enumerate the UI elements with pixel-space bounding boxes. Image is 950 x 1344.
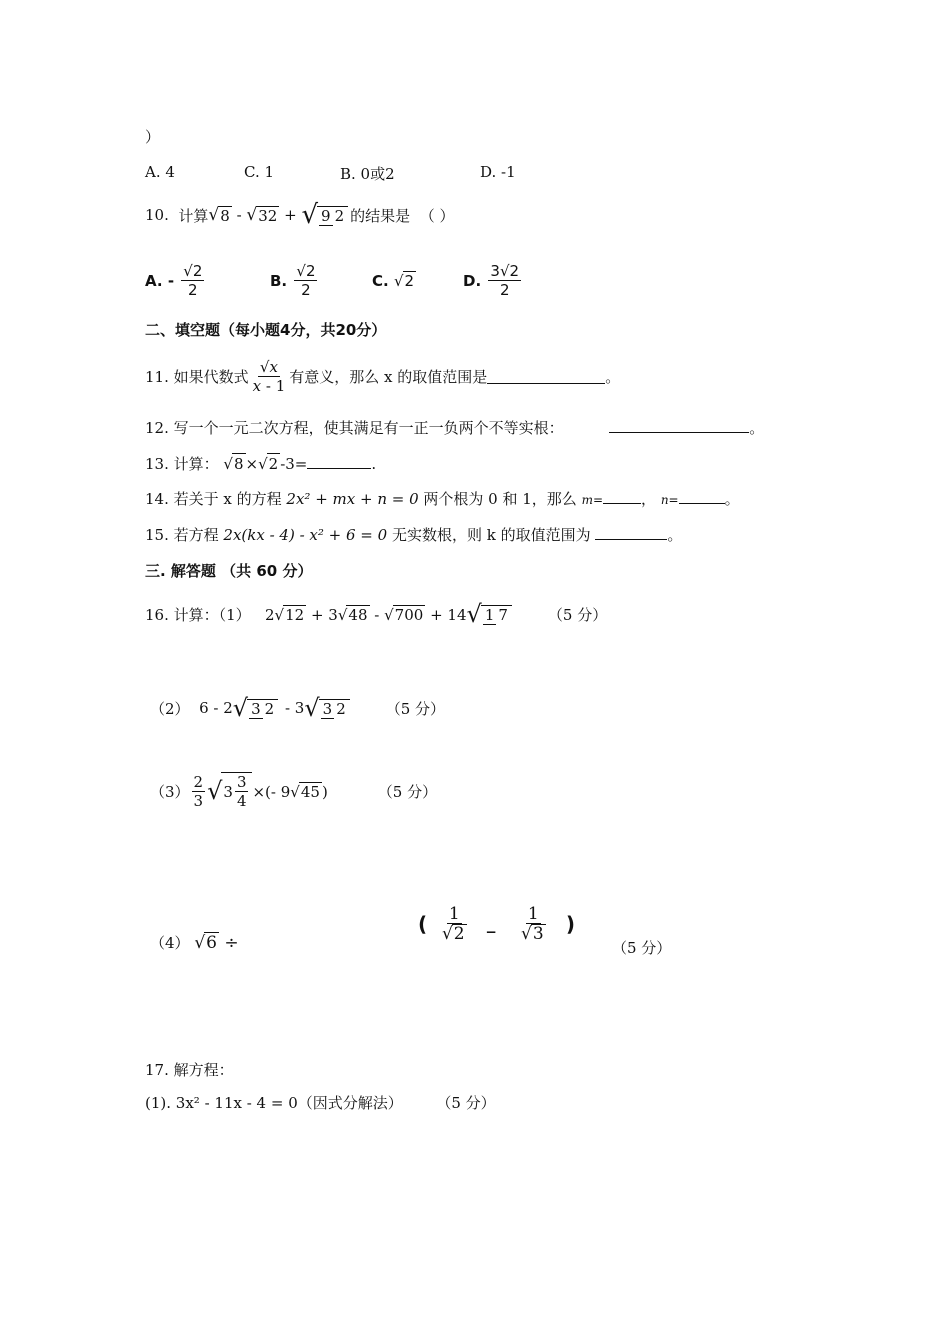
q12-text: 12. 写一个一元二次方程，使其满足有一正一负两个不等实根：	[145, 419, 564, 437]
q13: 13. 计算： √8 ×√2 -3= .	[145, 455, 377, 473]
q10-option-c: C. √2	[372, 272, 415, 290]
q10-option-c-label: C.	[372, 272, 389, 290]
q16-part-4-right: ( $\frac{1}{√2}$ _ $\frac{1}{√3}$ )	[418, 904, 575, 944]
q10-number: 10.	[145, 206, 169, 224]
q16-1-score: （5 分）	[547, 605, 608, 624]
q13-tail: -3=	[280, 455, 308, 473]
section-3-heading: 三. 解答题 （共 60 分）	[145, 562, 313, 580]
q14-n-blank[interactable]	[679, 489, 725, 504]
q16-2-score: （5 分）	[385, 699, 446, 718]
q10-prefix: 计算	[178, 206, 209, 225]
q13-end: .	[371, 455, 377, 473]
q16-4-label: （4）	[150, 934, 190, 952]
q10-frac-num: 9	[321, 206, 331, 225]
q14-m-label: m=	[581, 493, 604, 507]
q10-c-rad: 2	[404, 272, 415, 290]
q14: 14. 若关于 x 的方程 2x² + mx + n = 0 两个根为 0 和 1，那么 m= ， n= 。	[145, 490, 740, 508]
q10-d-coef: 3	[490, 262, 500, 280]
q16-3-label: （3）	[150, 782, 190, 801]
q12	[145, 418, 764, 438]
q10-option-b-label: B.	[270, 271, 288, 290]
q10-a-rad: 2	[192, 262, 203, 280]
q9-option-d: D. -1	[480, 163, 516, 181]
q10-b-den: 2	[301, 281, 311, 299]
q13-prefix: 13. 计算：	[145, 455, 219, 473]
q14-text: 两个根为 0 和 1，那么	[423, 490, 577, 508]
q15-end: 。	[667, 526, 683, 544]
q13-answer-blank[interactable]	[307, 454, 371, 469]
q10: 10. 计算 √ 8 - √ 32 + √ 9 2 的结果是 （ ）	[145, 200, 455, 230]
q9-option-c: C. 1	[244, 163, 275, 181]
q10-suffix: 的结果是	[350, 206, 411, 225]
q16-part-1: 16. 计算：（1） 2√12 + 3√48 - √700 + 14 √ 1 7 （5 分）	[145, 600, 608, 628]
q10-option-b: B. $\frac{√2}{2}$	[270, 262, 316, 299]
q14-m-blank[interactable]	[603, 489, 641, 504]
q17-part-1	[145, 1093, 496, 1113]
q14-end: 。	[724, 490, 740, 508]
q17-1-score: （5 分）	[436, 1094, 496, 1112]
q14-prefix: 14. 若关于 x 的方程	[145, 490, 282, 508]
q11: 11. 如果代数式 $\frac{√x}{x - 1}$ 有意义，那么 x 的取值范围是 。	[145, 358, 621, 395]
q12-answer-blank[interactable]	[609, 418, 749, 433]
q12-end: 。	[749, 419, 765, 437]
q15-prefix: 15. 若方程	[145, 526, 219, 544]
q9-option-b: B. 0或2	[340, 165, 395, 183]
q11-answer-blank[interactable]	[487, 369, 605, 384]
q16-part-4-left: （4） √6 ÷	[150, 933, 239, 953]
q16-2-label: （2）	[150, 699, 190, 718]
q10-option-d: D. $\frac{3√2}{2}$	[463, 262, 520, 299]
q10-d-den: 2	[499, 281, 510, 299]
q10-option-a-label: A.	[145, 271, 163, 290]
q10-frac-den: 2	[334, 206, 345, 225]
q16-part-2: （2） 6 - 2 √ 3 2 - 3 √ 3 2 （5 分）	[150, 694, 446, 722]
q14-equation: 2x² + mx + n = 0	[286, 490, 419, 508]
q15-text: 无实数根，则 k 的取值范围为	[391, 526, 591, 544]
q10-option-a: A. - $\frac{√2}{2}$	[145, 262, 203, 299]
q9-tail: ）	[145, 128, 161, 146]
q15-answer-blank[interactable]	[595, 525, 667, 540]
q15-equation: 2x(kx - 4) - x² + 6 = 0	[223, 526, 388, 544]
q14-n-label: n=	[660, 493, 679, 507]
q11-prefix: 11. 如果代数式	[145, 368, 249, 386]
q10-option-d-label: D.	[463, 271, 482, 290]
q11-end: 。	[605, 368, 621, 386]
q16-3-score: （5 分）	[377, 782, 438, 801]
q10-radicand-2: 32	[258, 206, 278, 225]
q15	[145, 525, 682, 545]
section-2-heading: 二、填空题（每小题4分，共20分）	[145, 321, 387, 339]
q10-d-rad: 2	[509, 262, 520, 280]
q16-part-3: （3） $\frac{2}{3}$ √ 3 $\frac{3}{4}$ ×(- 9√45 ) （5 分）	[150, 772, 438, 810]
q16-4-score: （5 分）	[612, 939, 672, 957]
q10-radicand-1: 8	[220, 206, 230, 225]
q9-option-a: A. 4	[145, 163, 175, 181]
q17-label: 17. 解方程：	[145, 1061, 234, 1079]
q11-text: 有意义，那么 x 的取值范围是	[289, 368, 488, 386]
q10-a-den: 2	[188, 281, 198, 299]
q16-label: 16. 计算：（1）	[145, 605, 251, 624]
q10-paren: （ ）	[419, 206, 455, 225]
q10-b-rad: 2	[305, 262, 316, 280]
q17-1-text: (1). 3x² - 11x - 4 = 0（因式分解法）	[145, 1094, 403, 1112]
